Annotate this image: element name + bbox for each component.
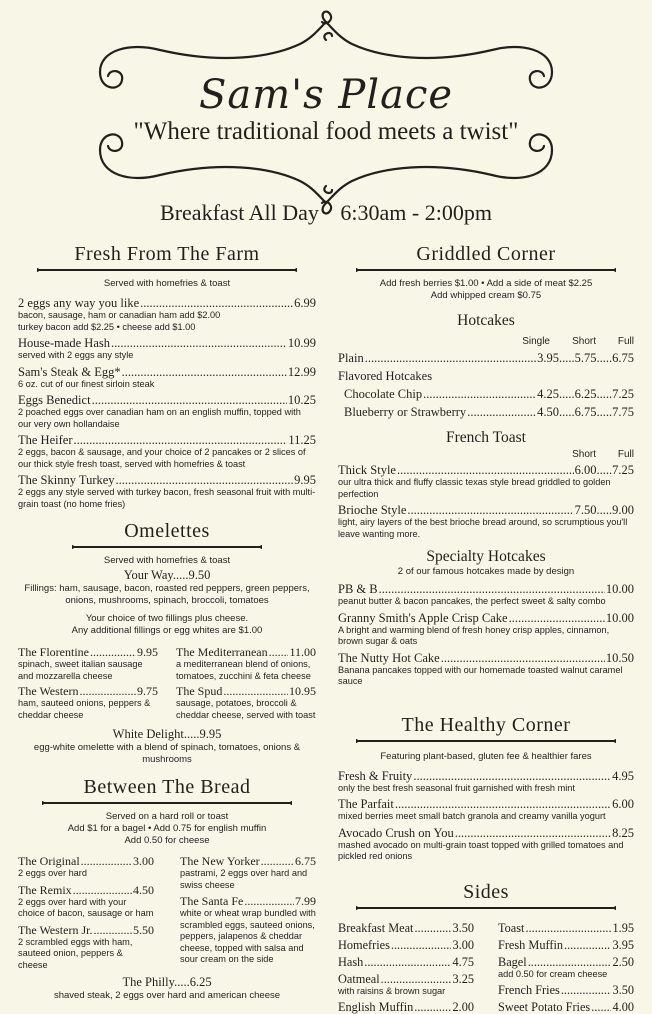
item-price: 3.00 [133,854,154,868]
item-name: PB & B [338,582,378,596]
menu-item [176,684,316,721]
hotcakes-column-headers [338,336,634,347]
item-name: The Parfait [338,797,394,811]
section-note: Add $1 for a bagel • Add 0.75 for english muffin [18,823,316,835]
item-price: 3.95 [537,351,559,365]
omelette-your-way: Your Way.....9.50 [18,568,316,583]
menu-item [338,921,474,935]
item-price: 3.25 [452,972,474,986]
item-price: 6.75 [612,351,634,365]
right-column [338,243,634,1014]
item-name: The Remix [18,883,72,897]
item-price: 10.99 [288,336,316,350]
menu-item [338,972,474,998]
item-name: Eggs Benedict [18,393,91,407]
item-name: The Nutty Hot Cake [338,651,440,665]
item-desc: 6 oz. cut of our finest sirloin steak [18,379,316,391]
item-price: 6.75 [575,405,597,419]
omelette-choice-note: Your choice of two fillings plus cheese. [18,613,316,625]
item-price: 11.25 [288,433,316,447]
section-note: Add fresh berries $1.00 • Add a side of meat $2.25 [338,278,634,290]
sandwich-grid [18,851,316,971]
item-name: House-made Hash [18,336,110,350]
menu-item [18,854,154,880]
menu-item [338,826,634,863]
section-omelettes-heading [18,520,316,551]
item-name: The Mediterranean [176,645,268,659]
omelette-white-delight: White Delight.....9.95 [18,727,316,742]
item-price: 3.95 [612,938,634,952]
item-price: 10.25 [288,393,316,407]
item-price: 10.00 [606,582,634,596]
menu-item [498,955,634,981]
menu-item [18,883,154,920]
item-price: 3.00 [452,938,474,952]
menu-item [18,473,316,510]
section-title: The Healthy Corner [398,714,575,737]
subsection-hotcakes-title: Hotcakes [338,312,634,330]
section-healthy-heading [338,714,634,745]
item-desc: only the best fresh seasonal fruit garnished with fresh mint [338,783,634,795]
menu-item [18,923,154,972]
tagline: "Where traditional food meets a twist" [0,118,652,146]
item-price: 9.95 [199,727,221,741]
item-price: 5.50 [133,923,154,937]
item-price: 2.50 [612,955,634,969]
section-rule [356,266,616,274]
item-desc: spinach, sweet italian sausage and mozzarella cheese [18,659,158,682]
menu-item [18,296,316,333]
item-price: 6.00 [612,797,634,811]
item-desc: add 0.50 for cream cheese [498,969,634,981]
column-header: Full [596,336,634,347]
item-name: Brioche Style [338,503,406,517]
column-header: Full [596,449,634,460]
item-price: 10.50 [606,651,634,665]
menu-item [338,769,634,795]
item-price: 7.75 [612,405,634,419]
item-price: 10.95 [289,684,316,698]
item-name: Granny Smith's Apple Crisp Cake [338,611,508,625]
item-price: 7.50 [575,503,597,517]
item-name: Bagel [498,955,527,969]
item-price: 12.99 [288,365,316,379]
item-price: 8.25 [612,826,634,840]
item-price: 6.99 [294,296,316,310]
item-price: 6.75 [295,854,316,868]
section-note: Add 0.50 for cheese [18,835,316,847]
item-desc: mixed berries meet small batch granola and creamy vanilla yogurt [338,811,634,823]
item-desc: 2 poached eggs over canadian ham on an english muffin, topped with our very own hollandaise [18,407,316,430]
menu-item [338,1000,474,1014]
item-price: 7.99 [295,894,316,908]
item-name: White Delight [113,727,184,741]
item-desc: pastrami, 2 eggs over hard and swiss cheese [180,868,316,891]
hours-line [0,200,652,226]
item-name: Homefries [338,938,390,952]
item-desc: 2 eggs, bacon & sausage, and your choice of 2 pancakes or 2 slices of our thick style fresh toast, served with homefries & toast [18,447,316,470]
menu-item [180,894,316,966]
item-name: The Western Jr. [18,923,92,937]
section-rule [37,266,297,274]
item-price: 9.00 [612,503,634,517]
item-price: 4.50 [537,405,559,419]
item-price: 2.00 [452,1000,474,1014]
item-price: 9.75 [137,684,158,698]
omelette-extra-note: Any additional fillings or egg whites are $1.00 [18,625,316,637]
section-note: Featuring plant-based, gluten fee & healthier fares [338,751,634,763]
menu-item: Thick Style ..... 6.00 ..... 7.25 our ultra thick and fluffy classic texas style bread griddled to golden perfection [338,463,634,500]
menu-item [18,433,316,470]
column-header: Short [550,449,596,460]
item-price: 4.75 [452,955,474,969]
section-note: Served with homefries & toast [18,278,316,290]
section-title: Omelettes [120,520,214,543]
item-desc: our ultra thick and fluffy classic texas style bread griddled to golden perfection [338,477,634,500]
menu-item [498,921,634,935]
item-desc: Banana pancakes topped with our homemade toasted walnut caramel sauce [338,665,634,688]
item-desc: ham, sauteed onions, peppers & cheddar cheese [18,698,158,721]
menu-item [176,645,316,682]
section-title: Griddled Corner [412,243,559,266]
item-desc: turkey bacon add $2.25 • cheese add $1.00 [18,322,316,334]
item-name: The Skinny Turkey [18,473,115,487]
item-name: Fresh Muffin [498,938,563,952]
item-name: 2 eggs any way you like [18,296,139,310]
item-price: 3.50 [612,983,634,997]
item-name: Hash [338,955,363,969]
item-price: 5.75 [575,351,597,365]
omelette-grid [18,645,316,682]
section-rule [356,904,616,912]
item-desc: served with 2 eggs any style [18,350,316,362]
item-desc: mashed avocado on multi-grain toast topped with grilled tomatoes and pickled red onions [338,840,634,863]
section-rule [72,543,262,551]
item-price: 4.95 [612,769,634,783]
item-name: Plain [338,351,364,365]
menu-item [338,955,474,969]
left-column [18,243,316,1002]
item-name: The Spud [176,684,222,698]
menu-item [338,797,634,823]
item-name: Oatmeal [338,972,380,986]
menu-item [498,1000,634,1014]
item-desc: egg-white omelette with a blend of spinach, tomatoes, onions & mushrooms [18,742,316,766]
item-name: Fresh & Fruity [338,769,412,783]
item-name: Blueberry or Strawberry [344,405,466,419]
item-name: The Heifer [18,433,72,447]
item-price: 6.25 [575,387,597,401]
omelette-grid [18,684,316,721]
french-column-headers [338,449,634,460]
item-name: Chocolate Chip [344,387,422,401]
item-name: The Santa Fe [180,894,243,908]
item-name: Thick Style [338,463,396,477]
item-name: The Philly [122,975,174,989]
section-bread-heading [18,776,316,807]
menu-item [180,854,316,891]
item-name: Your Way [124,568,173,582]
menu-header [0,0,652,235]
section-note: Add whipped cream $0.75 [338,290,634,302]
item-desc: 2 eggs any style served with turkey bacon, fresh seasonal fruit with multi-grain toast (no home fries) [18,487,316,510]
section-note: 2 of our famous hotcakes made by design [338,566,634,578]
section-title: Fresh From The Farm [70,243,263,266]
item-price: 7.25 [612,463,634,477]
item-desc: bacon, sausage, ham or canadian ham add $2.00 [18,310,316,322]
menu-item [18,645,158,682]
section-farm-heading [18,243,316,274]
menu-item [338,938,474,952]
section-rule [356,737,616,745]
item-desc: a mediterranean blend of onions, tomatoes, zucchini & feta cheese [176,659,316,682]
section-title: Sides [459,881,513,904]
item-desc: 2 scrambled eggs with ham, sauteed onion, peppers & cheese [18,937,154,972]
sandwich-column-right [180,851,316,971]
item-desc: 2 eggs over hard with your choice of bacon, sausage or ham [18,897,154,920]
item-price: 11.00 [289,645,316,659]
item-price: 4.25 [537,387,559,401]
section-note: Served on a hard roll or toast [18,811,316,823]
item-price: 3.50 [452,921,474,935]
item-price: 6.25 [190,975,212,989]
item-name: Avocado Crush on You [338,826,454,840]
section-title: Between The Bread [80,776,255,799]
column-header: Short [550,336,596,347]
sandwich-philly: The Philly.....6.25 [18,975,316,990]
item-desc: white or wheat wrap bundled with scrambled eggs, sauteed onions, peppers, jalapenos & cheddar cheese, topped with salsa and sour cream on the side [180,908,316,966]
item-price: 4.50 [133,883,154,897]
menu-item [18,393,316,430]
menu-item [338,582,634,608]
item-price: 10.00 [606,611,634,625]
item-price: 9.95 [294,473,316,487]
menu-item [498,983,634,997]
item-name: The Western [18,684,78,698]
item-name: The New Yorker [180,854,260,868]
item-name: Breakfast Meat [338,921,413,935]
column-header: Single [504,336,550,347]
item-price: 7.25 [612,387,634,401]
menu-item: Chocolate Chip ..... 4.25 ..... 6.25 ..... 7.25 [338,387,634,401]
item-price: 4.00 [612,1000,634,1014]
item-name: Sweet Potato Fries [498,1000,590,1014]
section-rule [42,799,292,807]
omelette-fillings: Fillings: ham, sausage, bacon, roasted red peppers, green peppers, onions, mushrooms, spinach, broccoli, tomatoes [18,583,316,607]
menu-item: Blueberry or Strawberry ..... 4.50 ..... 6.75 ..... 7.75 [338,405,634,419]
hours-label: Breakfast All Day [160,200,319,225]
menu-item: Brioche Style ..... 7.50 ..... 9.00 light, airy layers of the best brioche bread around, so scrumptious you'll leave wanting more. [338,503,634,540]
menu-item [18,336,316,362]
item-desc: sausage, potatoes, broccoli & cheddar cheese, served with toast [176,698,316,721]
item-name: Toast [498,921,524,935]
item-price: 1.95 [612,921,634,935]
hours-value: 6:30am - 2:00pm [340,200,492,225]
item-desc: peanut butter & bacon pancakes, the perfect sweet & salty combo [338,596,634,608]
item-desc: A bright and warming blend of fresh honey crisp apples, cinnamon, brown sugar & oats [338,625,634,648]
section-griddled-heading [338,243,634,274]
section-sides-heading [338,881,634,912]
section-note: Served with homefries & toast [18,555,316,567]
item-price: 9.50 [188,568,210,582]
menu-item [338,611,634,648]
menu-item [18,365,316,391]
item-price: 9.95 [137,645,158,659]
flavored-hotcakes-label: Flavored Hotcakes [338,369,634,383]
menu-item: Plain ..... 3.95 ..... 5.75 ..... 6.75 [338,351,634,365]
item-desc: light, airy layers of the best brioche bread around, so scrumptious you'll leave wanting more. [338,517,634,540]
restaurant-name: Sam's Place [0,72,652,118]
item-name: French Fries [498,983,560,997]
item-price: 6.00 [575,463,597,477]
menu-item [498,938,634,952]
item-name: The Original [18,854,80,868]
item-desc: with raisins & brown sugar [338,986,474,998]
item-name: Sam's Steak & Egg* [18,365,121,379]
subsection-french-toast-title: French Toast [338,429,634,447]
menu-item [18,684,158,721]
item-desc: shaved steak, 2 eggs over hard and american cheese [18,990,316,1002]
item-name: English Muffin [338,1000,413,1014]
menu-item [338,651,634,688]
item-name: The Florentine [18,645,89,659]
item-desc: 2 eggs over hard [18,868,154,880]
subsection-specialty-title: Specialty Hotcakes [338,548,634,566]
sandwich-column-left [18,851,154,971]
